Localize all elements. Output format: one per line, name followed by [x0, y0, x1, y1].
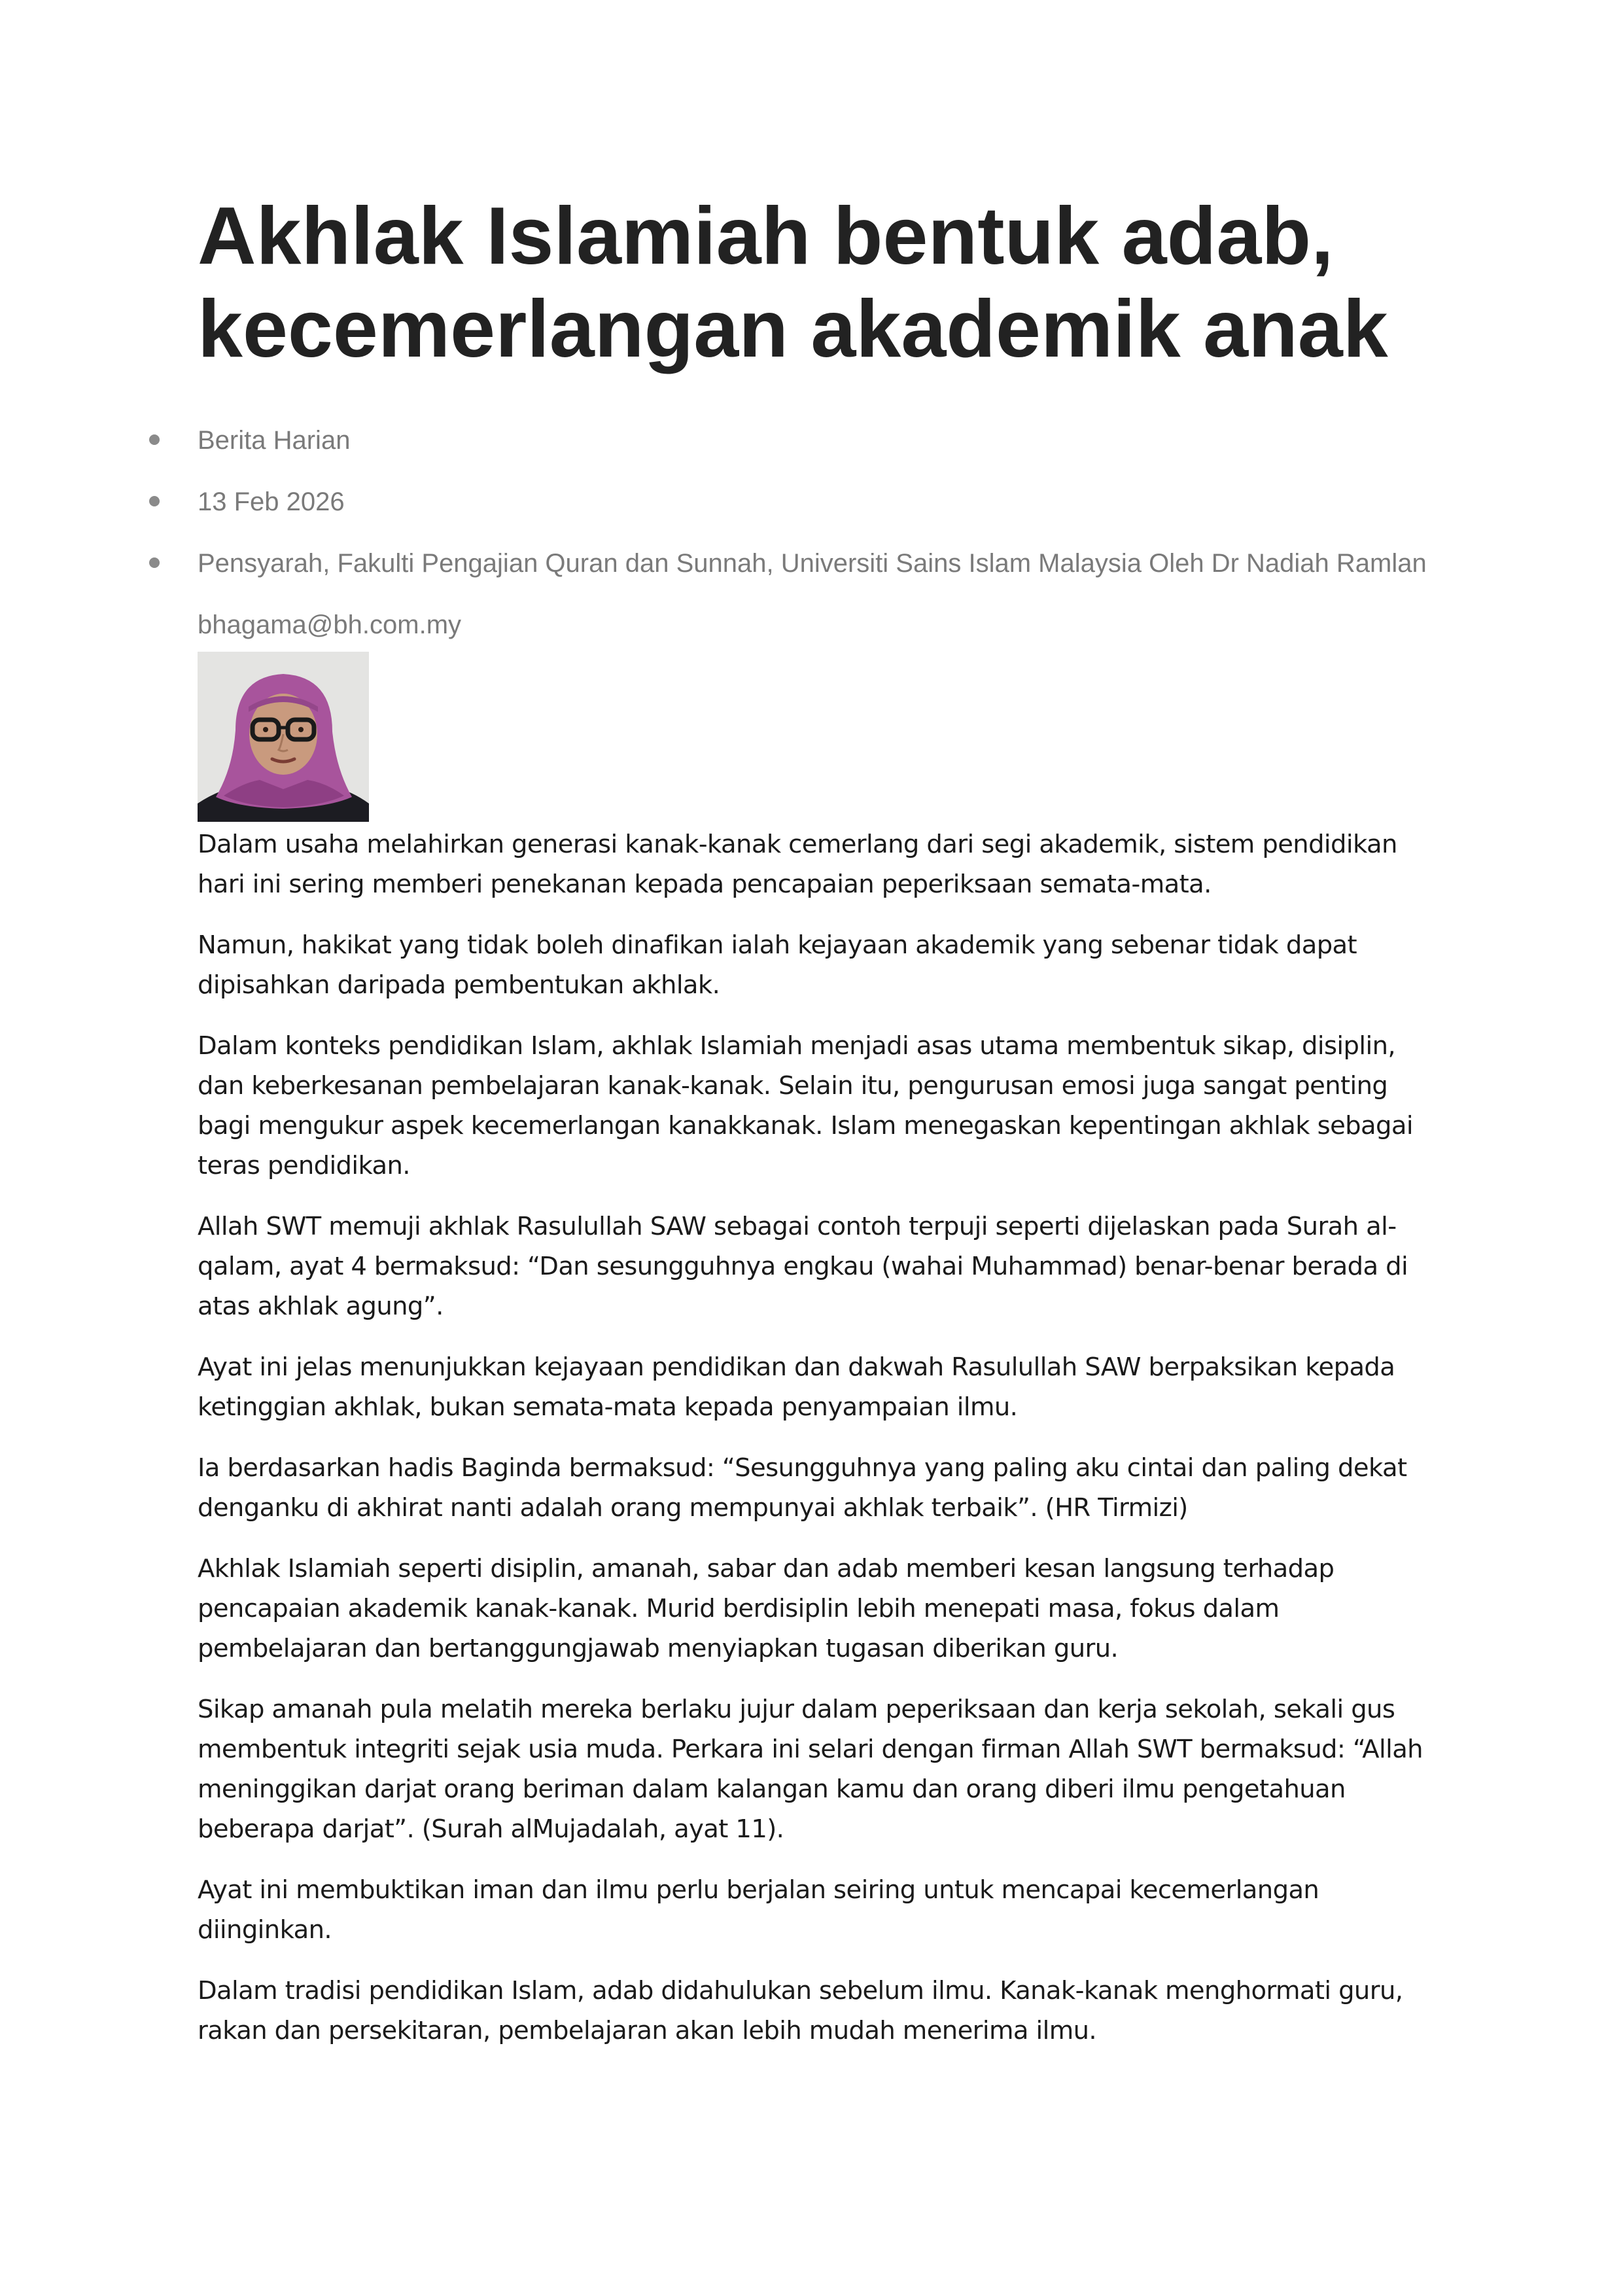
- article: [198, 190, 1447, 2072]
- bullet-icon: [149, 434, 160, 445]
- paragraph: Allah SWT memuji akhlak Rasulullah SAW sebagai contoh terpuji seperti dijelaskan pada Surah al-qalam, ayat 4 bermaksud: “Dan sesungguhnya engkau (wahai Muhammad) benar-benar berada di atas akhlak agung”.: [198, 1212, 1408, 1321]
- meta-date: 13 Feb 2026: [198, 487, 345, 516]
- paragraph: Sikap amanah pula melatih mereka berlaku jujur dalam peperiksaan dan kerja sekolah, sekali gus membentuk integriti sejak usia muda. Perkara ini selari dengan firman Allah SWT bermaksud: “Allah meninggikan darjat orang beriman dalam kalangan kamu dan orang diberi ilmu pengetahuan beberapa darjat”. (Surah alMujadalah, ayat 11).: [198, 1695, 1423, 1844]
- meta-author: Pensyarah, Fakulti Pengajian Quran dan Sunnah, Universiti Sains Islam Malaysia Oleh Dr Nadiah Ramlan bhagama@bh.com.my: [198, 549, 1427, 639]
- author-portrait-icon: [198, 652, 369, 822]
- article-meta-list: [198, 410, 1447, 656]
- paragraph: Namun, hakikat yang tidak boleh dinafikan ialah kejayaan akademik yang sebenar tidak dapat dipisahkan daripada pembentukan akhlak.: [198, 930, 1357, 1000]
- paragraph: Dalam konteks pendidikan Islam, akhlak Islamiah menjadi asas utama membentuk sikap, disiplin, dan keberkesanan pembelajaran kanak-kanak. Selain itu, pengurusan emosi juga sangat penting bagi mengukur aspek kecemerlangan kanakkanak. Islam menegaskan kepentingan akhlak sebagai teras pendidikan.: [198, 1031, 1413, 1180]
- paragraph: Dalam usaha melahirkan generasi kanak-kanak cemerlang dari segi akademik, sistem pendidikan hari ini sering memberi penekanan kepada pencapaian peperiksaan semata-mata.: [198, 830, 1397, 899]
- article-title: Akhlak Islamiah bentuk adab, kecemerlangan akademik anak: [198, 191, 1388, 374]
- bullet-icon: [149, 496, 160, 506]
- paragraph: Ia berdasarkan hadis Baginda bermaksud: “Sesungguhnya yang paling aku cintai dan paling dekat denganku di akhirat nanti adalah orang mempunyai akhlak terbaik”. (HR Tirmizi): [198, 1453, 1407, 1523]
- bullet-icon: [149, 557, 160, 568]
- meta-item-date: [198, 471, 1447, 533]
- paragraph: Dalam tradisi pendidikan Islam, adab didahulukan sebelum ilmu. Kanak-kanak menghormati guru, rakan dan persekitaran, pembelajaran akan lebih mudah menerima ilmu.: [198, 1976, 1403, 2045]
- paragraph: Ayat ini jelas menunjukkan kejayaan pendidikan dan dakwah Rasulullah SAW berpaksikan kepada ketinggian akhlak, bukan semata-mata kepada penyampaian ilmu.: [198, 1352, 1395, 1422]
- paragraph: Akhlak Islamiah seperti disiplin, amanah, sabar dan adab memberi kesan langsung terhadap pencapaian akademik kanak-kanak. Murid berdisiplin lebih menepati masa, fokus dalam pembelajaran dan bertanggungjawab menyiapkan tugasan diberikan guru.: [198, 1554, 1335, 1663]
- meta-item-author: [198, 533, 1447, 656]
- meta-publication: Berita Harian: [198, 426, 351, 455]
- article-body: [198, 824, 1447, 2051]
- meta-item-publication: [198, 410, 1447, 471]
- paragraph: Ayat ini membuktikan iman dan ilmu perlu berjalan seiring untuk mencapai kecemerlangan diinginkan.: [198, 1875, 1319, 1945]
